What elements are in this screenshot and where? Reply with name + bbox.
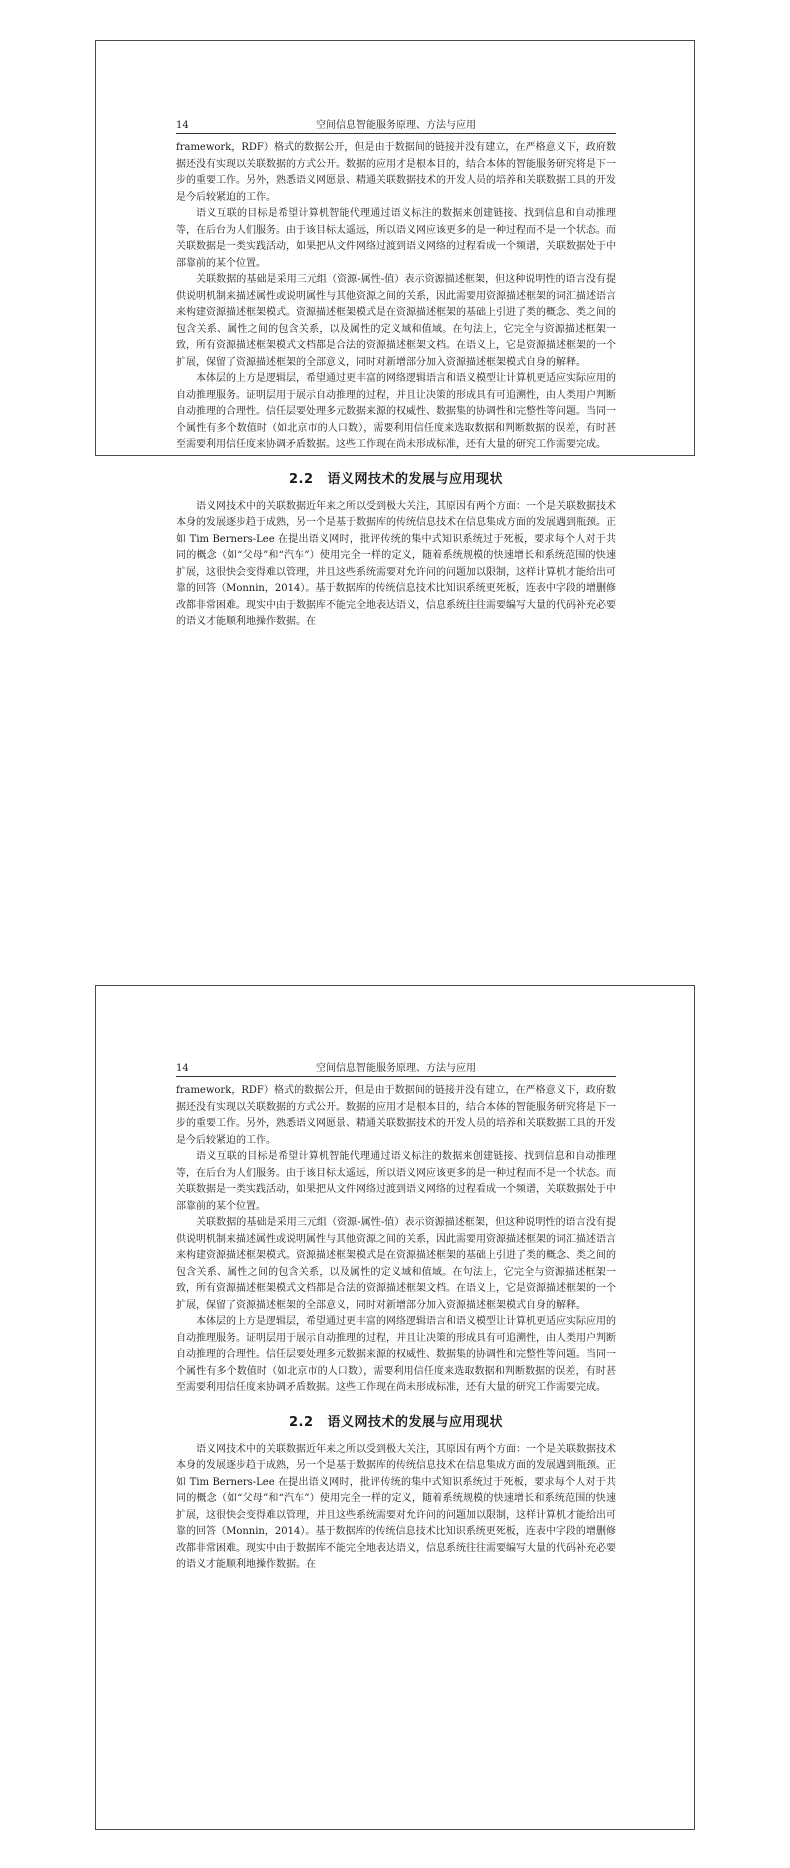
page-header (176, 115, 616, 134)
section-title: 语义网技术的发展与应用现状 (327, 471, 504, 487)
section-number: 2.2 (288, 1414, 314, 1430)
page-body (176, 1083, 616, 1574)
page-content (176, 115, 616, 631)
paragraph: 语义互联的目标是希望计算机智能代理通过语义标注的数据来创建链接、找到信息和自动推理等，在后台为人们服务。由于该目标太遥远，所以语义网应该更多的是一种过程而不是一个状态。而关联数据是一类实践活动，如果把从文件网络过渡到语义网络的过程看成一个频谱，关联数据处于中部靠前的某个位置。 (176, 1151, 616, 1212)
section-title: 语义网技术的发展与应用现状 (327, 1414, 504, 1430)
paragraph: 本体层的上方是逻辑层，希望通过更丰富的网络逻辑语言和语义模型让计算机更适应实际应用的自动推理服务。证明层用于展示自动推理的过程，并且让决策的形成具有可追溯性，由人类用户判断自动推理的合理性。信任层要处理多元数据来源的权威性、数据集的协调性和完整性等问题。当同一个属性有多个数值时（如北京市的人口数），需要利用信任度来选取数据和判断数据的误差，有时甚至需要利用信任度来协调矛盾数据。这些工作现在尚未形成标准，还有大量的研究工作需要完成。 (176, 1316, 616, 1393)
paragraph: 关联数据的基础是采用三元组（资源-属性-值）表示资源描述框架，但这种说明性的语言没有提供说明机制来描述属性或说明属性与其他资源之间的关系，因此需要用资源描述框架的词汇描述语言来构建资源描述框架模式。资源描述框架模式是在资源描述框架的基础上引进了类的概念、类之间的包含关系、属性之间的包含关系，以及属性的定义域和值域。在句法上，它完全与资源描述框架一致，所有资源描述框架模式文档都是合法的资源描述框架文档。在语义上，它是资源描述框架的一个扩展，保留了资源描述框架的全部意义，同时对新增部分加入资源描述框架模式自身的解释。 (176, 1217, 616, 1311)
page-number: 14 (176, 120, 189, 131)
paragraph: 关联数据的基础是采用三元组（资源-属性-值）表示资源描述框架，但这种说明性的语言没有提供说明机制来描述属性或说明属性与其他资源之间的关系，因此需要用资源描述框架的词汇描述语言来构建资源描述框架模式。资源描述框架模式是在资源描述框架的基础上引进了类的概念、类之间的包含关系、属性之间的包含关系，以及属性的定义域和值域。在句法上，它完全与资源描述框架一致，所有资源描述框架模式文档都是合法的资源描述框架文档。在语义上，它是资源描述框架的一个扩展，保留了资源描述框架的全部意义，同时对新增部分加入资源描述框架模式自身的解释。 (176, 274, 616, 368)
paragraph: 语义网技术中的关联数据近年来之所以受到极大关注，其原因有两个方面：一个是关联数据技术本身的发展逐步趋于成熟，另一个是基于数据库的传统信息技术在信息集成方面的发展遇到瓶颈。正如 Tim Berners-Lee 在提出语义网时，批评传统的集中式知识系统过于死板，要求每个人对于共同的概念（如“父母”和“汽车”）使用完全一样的定义，随着系统规模的快速增长和系统范围的快速扩展，这很快会变得难以管理，并且这些系统需要对允许问的问题加以限制，这样计算机才能给出可靠的回答（Monnin，2014）。基于数据库的传统信息技术比知识系统更死板，连表中字段的增删修改都非常困难。现实中由于数据库不能完全地表达语义，信息系统往往需要编写大量的代码补充必要的语义才能顺利地操作数据。在 (176, 500, 616, 627)
running-title: 空间信息智能服务原理、方法与应用 (316, 1063, 476, 1074)
paragraph: 语义网技术中的关联数据近年来之所以受到极大关注，其原因有两个方面：一个是关联数据技术本身的发展逐步趋于成熟，另一个是基于数据库的传统信息技术在信息集成方面的发展遇到瓶颈。正如 Tim Berners-Lee 在提出语义网时，批评传统的集中式知识系统过于死板，要求每个人对于共同的概念（如“父母”和“汽车”）使用完全一样的定义，随着系统规模的快速增长和系统范围的快速扩展，这很快会变得难以管理，并且这些系统需要对允许问的问题加以限制，这样计算机才能给出可靠的回答（Monnin，2014）。基于数据库的传统信息技术比知识系统更死板，连表中字段的增删修改都非常困难。现实中由于数据库不能完全地表达语义，信息系统往往需要编写大量的代码补充必要的语义才能顺利地操作数据。在 (176, 1443, 616, 1570)
page-bottom (95, 985, 695, 1830)
page-top (95, 40, 695, 627)
page-header (176, 1058, 616, 1077)
page-number: 14 (176, 1063, 189, 1074)
page-body (176, 140, 616, 631)
section-number: 2.2 (288, 471, 314, 487)
section-heading (176, 1411, 616, 1430)
running-title: 空间信息智能服务原理、方法与应用 (316, 120, 476, 131)
paragraph: framework，RDF）格式的数据公开，但是由于数据间的链接并没有建立，在严格意义下，政府数据还没有实现以关联数据的方式公开。数据的应用才是根本目的，结合本体的智能服务研究将是下一步的重要工作。另外，熟悉语义网愿景、精通关联数据技术的开发人员的培养和关联数据工具的开发是今后较紧迫的工作。 (176, 142, 616, 203)
paragraph: framework，RDF）格式的数据公开，但是由于数据间的链接并没有建立，在严格意义下，政府数据还没有实现以关联数据的方式公开。数据的应用才是根本目的，结合本体的智能服务研究将是下一步的重要工作。另外，熟悉语义网愿景、精通关联数据技术的开发人员的培养和关联数据工具的开发是今后较紧迫的工作。 (176, 1085, 616, 1146)
paragraph: 本体层的上方是逻辑层，希望通过更丰富的网络逻辑语言和语义模型让计算机更适应实际应用的自动推理服务。证明层用于展示自动推理的过程，并且让决策的形成具有可追溯性，由人类用户判断自动推理的合理性。信任层要处理多元数据来源的权威性、数据集的协调性和完整性等问题。当同一个属性有多个数值时（如北京市的人口数），需要利用信任度来选取数据和判断数据的误差，有时甚至需要利用信任度来协调矛盾数据。这些工作现在尚未形成标准，还有大量的研究工作需要完成。 (176, 373, 616, 450)
paragraph: 语义互联的目标是希望计算机智能代理通过语义标注的数据来创建链接、找到信息和自动推理等，在后台为人们服务。由于该目标太遥远，所以语义网应该更多的是一种过程而不是一个状态。而关联数据是一类实践活动，如果把从文件网络过渡到语义网络的过程看成一个频谱，关联数据处于中部靠前的某个位置。 (176, 208, 616, 269)
page-content (176, 1058, 616, 1574)
section-heading (176, 468, 616, 487)
